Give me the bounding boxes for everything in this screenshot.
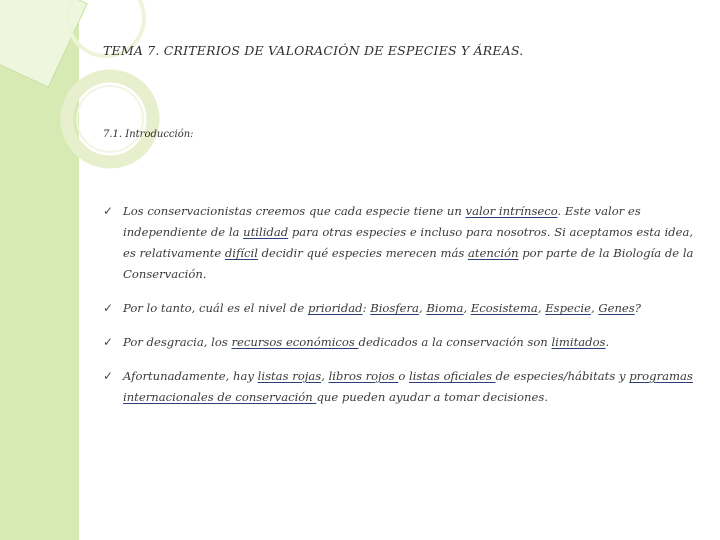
- section-subtitle: 7.1. Introducción:: [103, 129, 194, 140]
- list-item: ✓ Por lo tanto, cuál es el nivel de prioridad: Biosfera, Bioma, Ecosistema, Especie, Genes?: [103, 298, 703, 319]
- deco-square: [0, 0, 87, 87]
- check-icon: ✓: [103, 301, 114, 315]
- list-item: ✓ Afortunadamente, hay listas rojas, libros rojos o listas oficiales de especies/hábitats y programas internacionales de conservación que pueden ayudar a tomar decisiones.: [103, 366, 703, 408]
- list-item: ✓ Por desgracia, los recursos económicos dedicados a la conservación son limitados.: [103, 332, 703, 353]
- deco-ring-main: [67, 76, 153, 162]
- check-icon: ✓: [103, 369, 114, 383]
- bullet-list: [103, 201, 703, 408]
- deco-ring-inner: [77, 86, 143, 152]
- check-icon: ✓: [103, 335, 114, 349]
- decorative-rings: [0, 0, 170, 210]
- list-item: ✓ Los conservacionistas creemos que cada especie tiene un valor intrínseco. Este valor es independiente de la utilidad para otras especies e incluso para nosotros. Si aceptamos esta idea, es relativamente difícil decidir qué especies merecen más atención por parte de la Biología de la Conservación.: [103, 201, 703, 285]
- check-icon: ✓: [103, 204, 114, 218]
- page-title: TEMA 7. CRITERIOS DE VALORACIÓN DE ESPECIES Y ÁREAS.: [103, 43, 524, 58]
